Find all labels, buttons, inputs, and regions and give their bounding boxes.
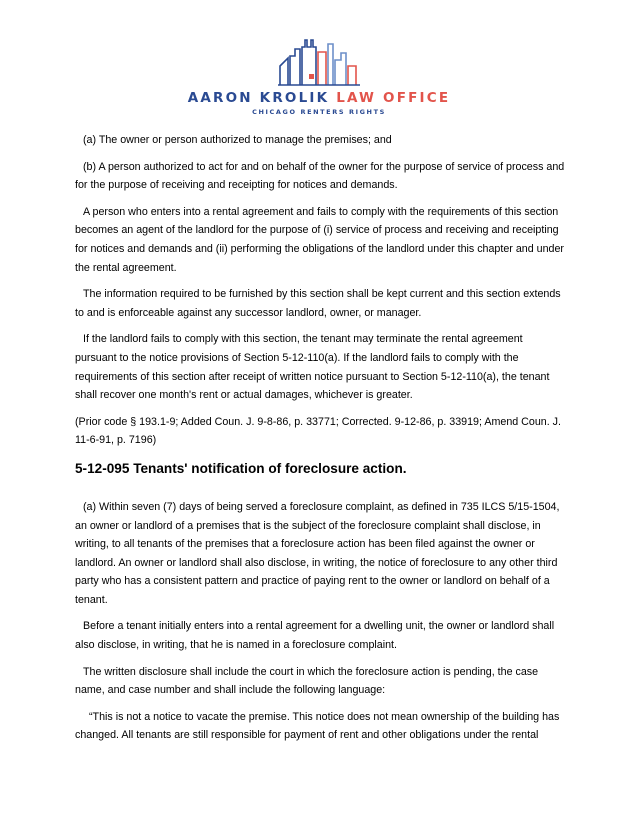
paragraph-before (75, 617, 565, 654)
paragraph-before-text: Before a tenant initially enters into a rental agreement for a dwelling unit, the owner or landlord shall also disclose, in writing, that he is named in a foreclosure complaint. (75, 620, 555, 652)
paragraph-current (75, 285, 565, 322)
paragraph-terminate-text: If the landlord fails to comply with this section, the tenant may terminate the rental agreement pursuant to the notice provisions of Section 5-12-110(a). If the landlord fails to comply with the requirements of this section after receipt of written notice pursuant to Section 5-12-110(a), the tenant shall recover one month's rent or actual damages, whichever is greater. (75, 333, 550, 402)
paragraph-a-text: (a) The owner or person authorized to manage the premises; and (83, 134, 392, 146)
paragraph-quote (75, 708, 565, 745)
paragraph-b-text: (b) A person authorized to act for and on behalf of the owner for the purpose of service of process and for the purpose of receiving and receipting for notices and demands. (75, 160, 565, 192)
paragraph-agent (75, 203, 565, 277)
city-skyline-icon (278, 38, 360, 86)
paragraph-a (75, 131, 565, 150)
law-office-logo (0, 38, 638, 124)
paragraph-agent-text: A person who enters into a rental agreement and fails to comply with the requirements of this section becomes an agent of the landlord for the purpose of (i) service of process and receiving and receipting for notices and demands and (ii) performing the obligations of the landlord under this chapter and under the rental agreement. (75, 205, 564, 274)
paragraph-095a-text: (a) Within seven (7) days of being served a foreclosure complaint, as defined in 735 ILCS 5/15-1504, an owner or landlord of a premises that is the subject of the foreclosure complaint shall disclose, in writing, to all tenants of the premises that a foreclosure action has been filed against the owner or landlord. An owner or landlord shall also disclose, in writing, the notice of foreclosure to any other third party who has a consistent pattern and practice of paying rent to the owner or landlord on behalf of a tenant. (75, 500, 560, 606)
paragraph-quote-text: “This is not a notice to vacate the premise. This notice does not mean ownership of the building has changed. All tenants are still responsible for payment of rent and other obligations under the rental (75, 710, 560, 742)
paragraph-written (75, 663, 565, 700)
firm-name (0, 90, 638, 106)
paragraph-b (75, 158, 565, 195)
document-body (75, 131, 565, 753)
paragraph-written-text: The written disclosure shall include the court in which the foreclosure action is pending, the case name, and case number and shall include the following language: (75, 665, 539, 697)
section-heading: 5-12-095 Tenants' notification of foreclosure action. (75, 460, 407, 476)
firm-name-accent: LAW OFFICE (336, 90, 451, 106)
paragraph-terminate (75, 330, 565, 404)
tagline: CHICAGO RENTERS RIGHTS (252, 108, 386, 116)
paragraph-095a (75, 498, 565, 610)
paragraph-current-text: The information required to be furnished by this section shall be kept current and this section extends to and is enforceable against any successor landlord, owner, or manager. (75, 288, 561, 319)
paragraph-prior-code: (Prior code § 193.1-9; Added Coun. J. 9-8-86, p. 33771; Corrected. 9-12-86, p. 33919; Amend Coun. J. 11-6-91, p. 7196) (75, 415, 561, 447)
firm-name-main: AARON KROLIK (187, 90, 337, 106)
